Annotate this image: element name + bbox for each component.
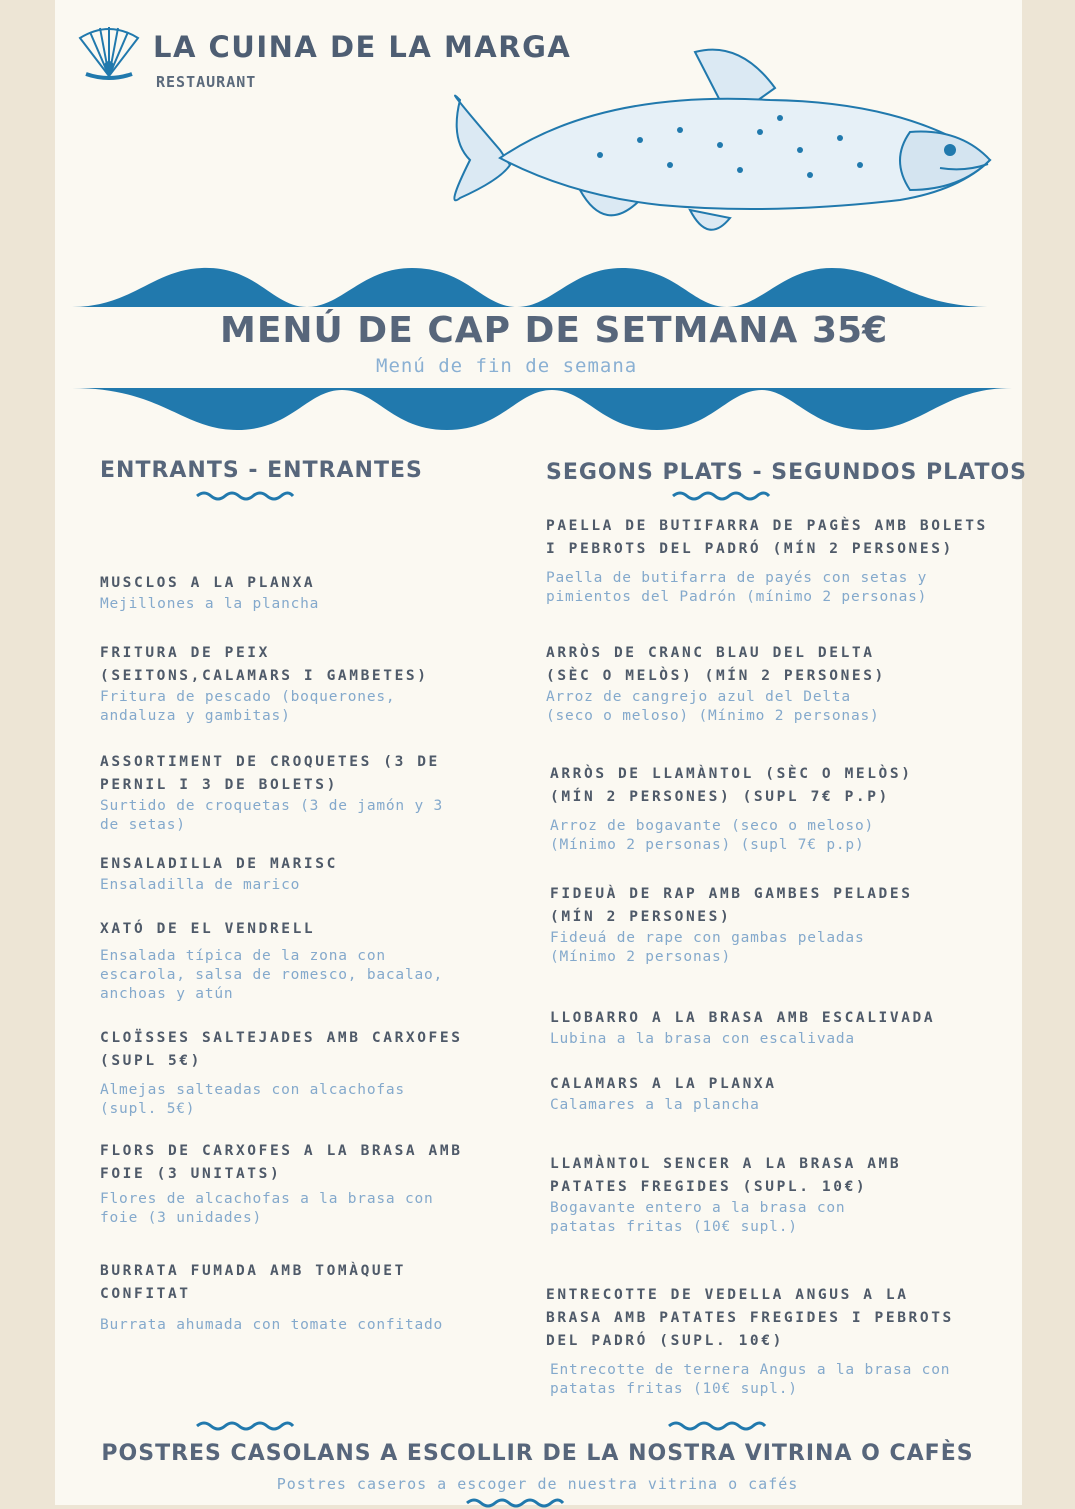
list-item	[546, 642, 1016, 726]
item-translation: Arroz de bogavante (seco o meloso) (Mínimo 2 personas) (supl 7€ p.p)	[550, 818, 875, 853]
list-item	[550, 1007, 1020, 1049]
footer-title: POSTRES CASOLANS A ESCOLLIR DE LA NOSTRA VITRINA O CAFÈS	[101, 1441, 974, 1466]
list-item	[100, 572, 540, 614]
brand-subtitle: RESTAURANT	[156, 73, 257, 91]
squiggle-icon	[195, 1420, 295, 1432]
item-name: ARRÒS DE CRANC BLAU DEL DELTA (SÈC O MELÒS) (MÍN 2 PERSONES)	[546, 645, 886, 684]
item-translation: Ensaladilla de marico	[100, 877, 301, 893]
item-translation: Flores de alcachofas a la brasa con foie (3 unidades)	[100, 1191, 434, 1226]
item-translation: Surtido de croquetas (3 de jamón y 3 de setas)	[100, 798, 444, 833]
item-name: FRITURA DE PEIX (SEITONS,CALAMARS I GAMBETES)	[100, 645, 429, 684]
item-name: ASSORTIMENT DE CROQUETES (3 DE PERNIL I 3 DE BOLETS)	[100, 754, 440, 793]
menu-title: MENÚ DE CAP DE SETMANA	[220, 310, 799, 351]
footer-translation: Postres caseros a escoger de nuestra vitrina o cafés	[276, 1475, 799, 1493]
item-name: ENTRECOTTE DE VEDELLA ANGUS A LA BRASA AMB PATATES FREGIDES I PEBROTS DEL PADRÓ (SUPL. 10€)	[546, 1287, 954, 1349]
list-item	[100, 918, 540, 1004]
item-name: MUSCLOS A LA PLANXA	[100, 575, 316, 591]
list-item	[550, 1073, 1020, 1115]
squiggle-icon	[671, 490, 771, 502]
item-translation: Entrecotte de ternera Angus a la brasa con patatas fritas (10€ supl.)	[550, 1362, 951, 1397]
item-translation: Burrata ahumada con tomate confitado	[100, 1317, 444, 1333]
item-name: CALAMARS A LA PLANXA	[550, 1076, 777, 1092]
item-translation: Arroz de cangrejo azul del Delta (seco o meloso) (Mínimo 2 personas)	[546, 689, 880, 724]
item-translation: Mejillones a la plancha	[100, 596, 320, 612]
item-name: LLAMÀNTOL SENCER A LA BRASA AMB PATATES FREGIDES (SUPL. 10€)	[550, 1156, 902, 1195]
wave-decoration-top	[72, 252, 992, 312]
menu-subtitle: Menú de fin de semana	[376, 355, 638, 377]
list-item	[546, 515, 1016, 607]
item-translation: Lubina a la brasa con escalivada	[550, 1031, 855, 1047]
squiggle-icon	[667, 1420, 767, 1432]
item-name: BURRATA FUMADA AMB TOMÀQUET CONFITAT	[100, 1263, 406, 1302]
list-item	[100, 1027, 540, 1119]
squiggle-icon	[465, 1497, 565, 1509]
left-heading: ENTRANTS - ENTRANTES	[100, 458, 423, 483]
item-name: CLOÏSSES SALTEJADES AMB CARXOFES (SUPL 5€)	[100, 1030, 463, 1069]
list-item	[100, 1140, 540, 1228]
wave-decoration-bottom	[72, 386, 1012, 446]
item-name: LLOBARRO A LA BRASA AMB ESCALIVADA	[550, 1010, 936, 1026]
menu-price: 35€	[812, 310, 888, 351]
item-name: PAELLA DE BUTIFARRA DE PAGÈS AMB BOLETS I PEBROTS DEL PADRÓ (MÍN 2 PERSONES)	[546, 518, 988, 557]
item-name: FIDEUÀ DE RAP AMB GAMBES PELADES (MÍN 2 PERSONES)	[550, 886, 913, 925]
right-heading: SEGONS PLATS - SEGUNDOS PLATOS	[546, 460, 1027, 485]
brand-name: LA CUINA DE LA MARGA	[153, 30, 572, 64]
item-name: XATÓ DE EL VENDRELL	[100, 921, 316, 937]
shell-logo-icon	[74, 24, 144, 84]
item-translation: Almejas salteadas con alcachofas (supl. 5€)	[100, 1082, 405, 1117]
list-item	[100, 853, 540, 895]
item-translation: Ensalada típica de la zona con escarola, salsa de romesco, bacalao, anchoas y atún	[100, 948, 444, 1002]
list-item	[550, 883, 1020, 967]
item-translation: Fritura de pescado (boquerones, andaluza y gambitas)	[100, 689, 396, 724]
item-name: ARRÒS DE LLAMÀNTOL (SÈC O MELÒS) (MÍN 2 PERSONES) (SUPL 7€ P.P)	[550, 766, 913, 805]
item-name: ENSALADILLA DE MARISC	[100, 856, 338, 872]
item-translation: Fideuá de rape con gambas peladas (Mínimo 2 personas)	[550, 930, 865, 965]
list-item	[550, 1153, 1020, 1237]
salmon-illustration	[440, 40, 1000, 270]
item-translation: Paella de butifarra de payés con setas y pimientos del Padrón (mínimo 2 personas)	[546, 570, 928, 605]
item-name: FLORS DE CARXOFES A LA BRASA AMB FOIE (3 UNITATS)	[100, 1143, 463, 1182]
list-item	[100, 642, 540, 726]
item-translation: Calamares a la plancha	[550, 1097, 760, 1113]
list-item	[100, 1260, 540, 1335]
list-item	[100, 751, 540, 835]
list-item	[546, 1284, 1016, 1399]
squiggle-icon	[195, 490, 295, 502]
item-translation: Bogavante entero a la brasa con patatas fritas (10€ supl.)	[550, 1200, 846, 1235]
list-item	[550, 763, 1020, 855]
